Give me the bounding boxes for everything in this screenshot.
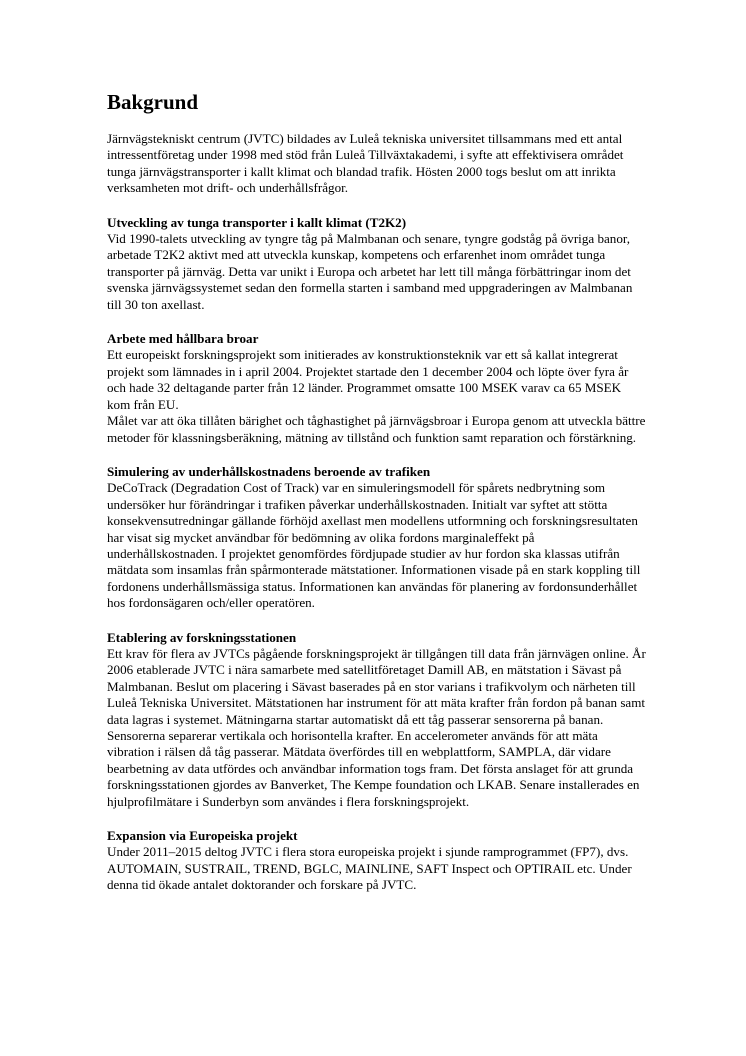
page-title: Bakgrund [107,90,199,114]
section-t2k2 [107,215,647,313]
section-bridges [107,331,647,446]
section-paragraph: Ett krav för flera av JVTCs pågående forskningsprojekt är tillgången till data från järnvägen online. År 2006 etablerade JVTC i nära samarbete med satellitföretaget Damill AB, en mätstation i Sävast på Malmbanan. Beslut om placering i Sävast baserades på en stor varians i trafikvolym och närheten till Luleå Tekniska Universitet. Mätstationen har instrument för att mäta krafter från fordon på banan samt data lagras i systemet. Mätningarna startar automatiskt då ett tåg passerar sensorerna på banan. Sensorerna separerar vertikala och horisontella krafter. En accelerometer används för att mäta vibration i rälsen då tåg passerar. Mätdata överfördes till en webplattform, SAMPLA, där vidare bearbetning av data utfördes och användbar information togs fram. Det första anslaget för att grunda forskningsstationen gjordes av Banverket, The Kempe foundation och LKAB. Senare installerades en hjulprofilmätare i Sunderbyn som användes i flera forskningsprojekt. [107,645,646,809]
section-european-projects [107,828,647,894]
intro-paragraph: Järnvägstekniskt centrum (JVTC) bildades av Luleå tekniska universitet tillsammans med ett antal intressentföretag under 1998 med stöd från Luleå Tillväxtakademi, i syfte att effektivisera området tunga järnvägstransporter i kallt klimat och blandad trafik. Hösten 2000 togs beslut om att inrikta verksamheten mot drift- och underhållsfrågor. [107,131,624,196]
section-heading: Arbete med hållbara broar [107,331,259,347]
section-heading: Expansion via Europeiska projekt [107,828,298,844]
document-page [107,90,647,912]
section-decotrack [107,464,647,612]
section-paragraph: Under 2011–2015 deltog JVTC i flera stora europeiska projekt i sjunde ramprogrammet (FP7), dvs. AUTOMAIN, SUSTRAIL, TREND, BGLC, MAINLINE, SAFT Inspect och OPTIRAIL etc. Under denna tid ökade antalet doktorander och forskare på JVTC. [107,844,632,893]
section-heading: Etablering av forskningsstationen [107,629,297,645]
section-paragraph: DeCoTrack (Degradation Cost of Track) var en simuleringsmodell för spårets nedbrytning som undersöker hur förändringar i trafiken påverkar underhållskostnaden. Initialt var syftet att stötta konsekvensutredningar gällande förhöjd axellast men modellens utformning och forskningsresultaten har visat sig mycket användbar för bedömning av olika fordons marginaleffekt på underhållskostnaden. I projektet genomfördes fördjupade studier av hur fordon ska klassas utifrån mätdata som insamlas från spårmonterade mätstationer. Informationen visade på en stark koppling till fordonens underhållsmässiga status. Informationen kan användas för planering av fordonsunderhållet hos fordonsägaren och/eller operatören. [107,480,641,611]
section-research-station [107,630,647,810]
section-paragraph: Vid 1990-talets utveckling av tyngre tåg på Malmbanan och senare, tyngre godståg på övriga banor, arbetade T2K2 aktivt med att utveckla kunskap, kompetens och erfarenhet inom området tunga transporter på järnväg. Detta var unikt i Europa och arbetet har lett till många förbättringar inom det svenska järnvägssystemet sedan den formella starten i samband med uppgraderingen av Malmbanan till 30 ton axellast. [107,231,633,312]
section-paragraph: Målet var att öka tillåten bärighet och tåghastighet på järnvägsbroar i Europa genom att utveckla bättre metoder för klassningsberäkning, mätning av tillstånd och funktion samt reparation och förstärkning. [107,413,646,445]
section-paragraph: Ett europeiskt forskningsprojekt som initierades av konstruktionsteknik var ett så kallat integrerat projekt som lämnades in i april 2004. Projektet startade den 1 december 2004 och löpte över fyra år och hade 32 deltagande parter från 12 länder. Programmet omsatte 100 MSEK varav ca 65 MSEK kom från EU. [107,347,629,412]
section-heading: Simulering av underhållskostnadens beroende av trafiken [107,463,431,479]
section-heading: Utveckling av tunga transporter i kallt klimat (T2K2) [107,214,407,230]
